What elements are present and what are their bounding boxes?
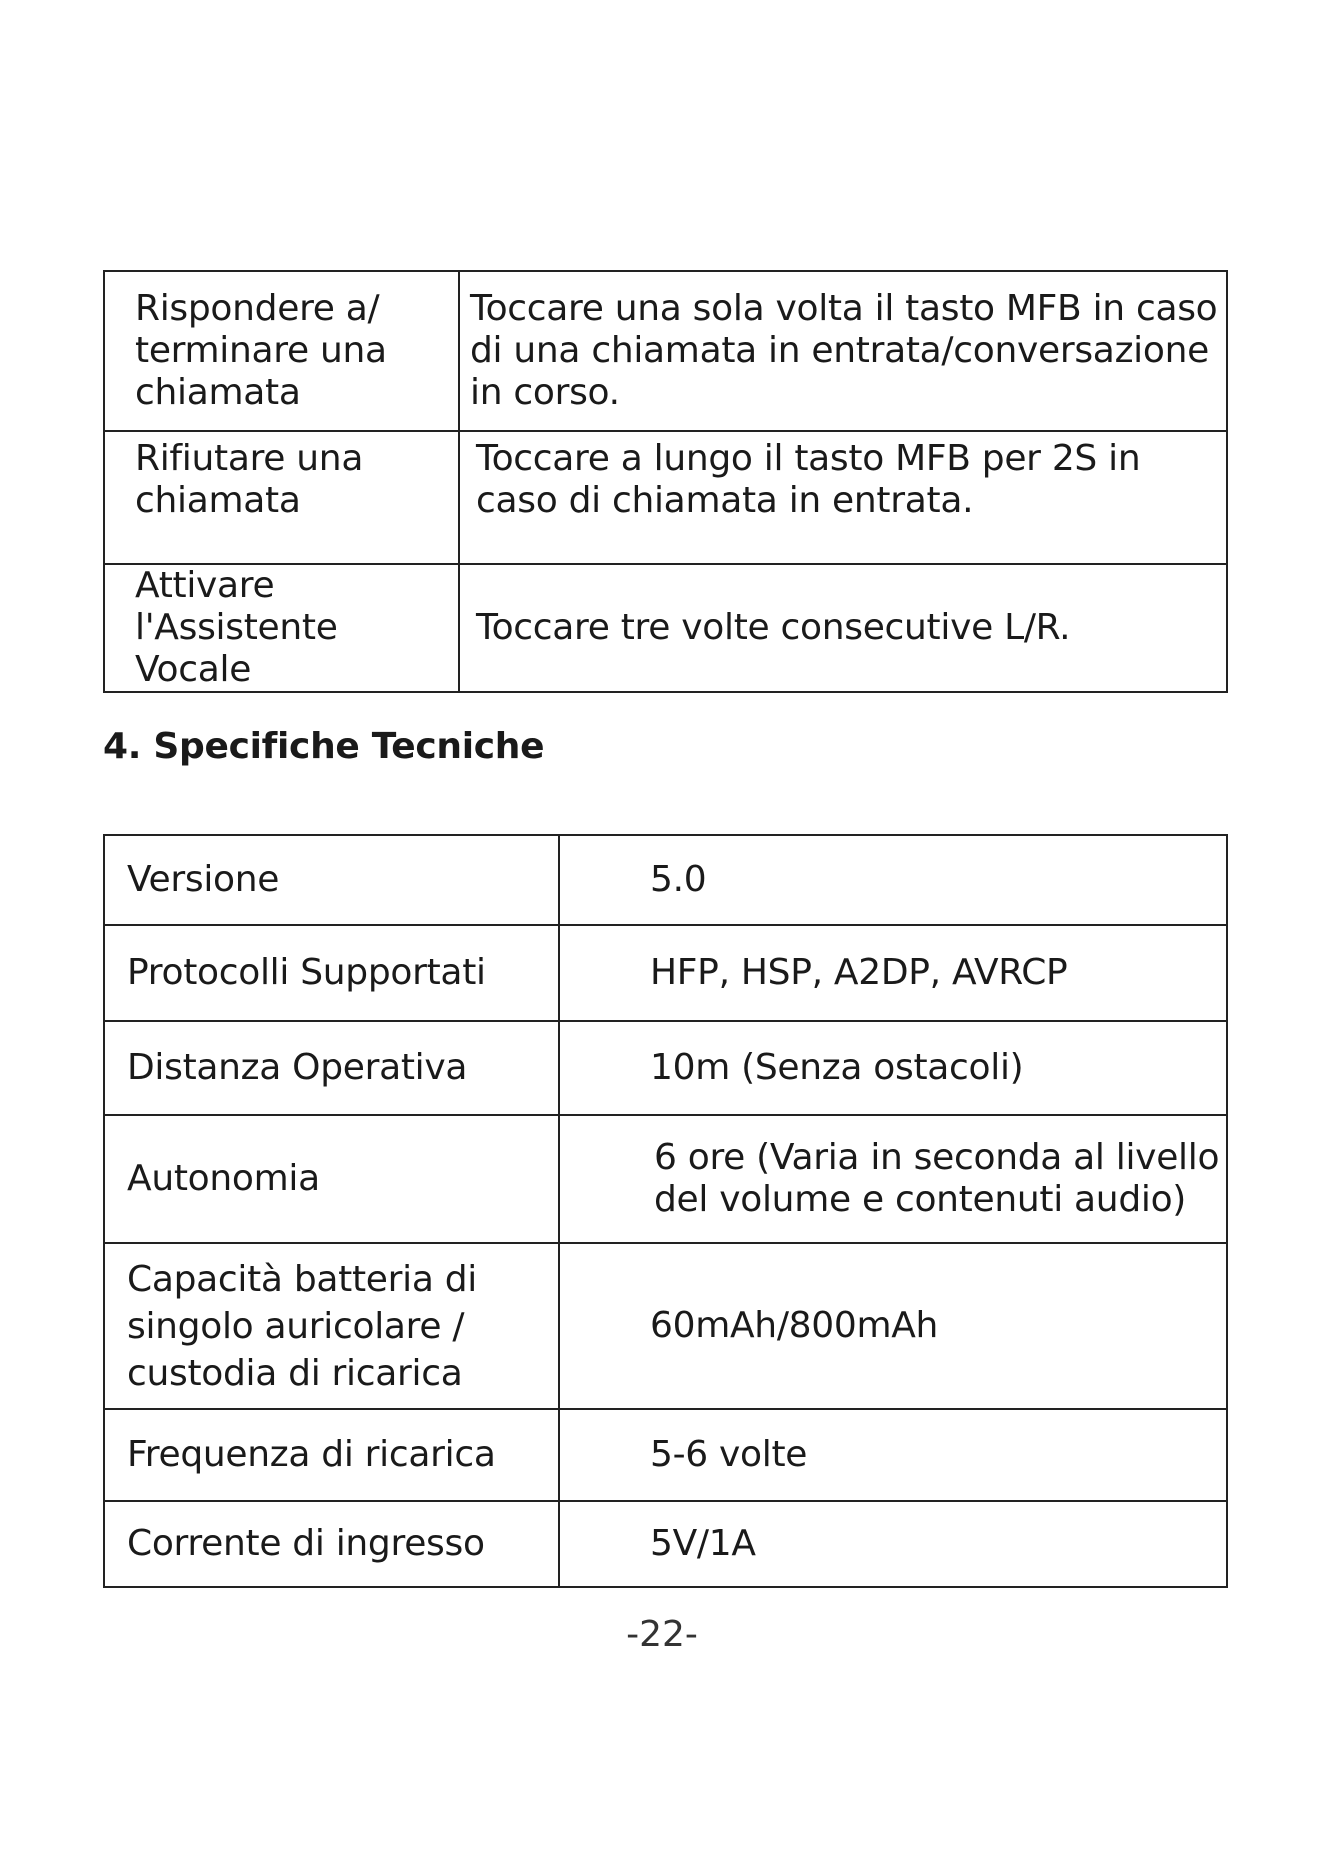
table-row [104,1115,1227,1243]
table-row [104,925,1227,1021]
spec-label: Versione [104,835,559,925]
spec-value: 60mAh/800mAh [559,1243,1227,1409]
control-action: Rispondere a/ terminare una chiamata [104,271,459,431]
control-action: Rifiutare una chiamata [104,431,459,564]
control-description: Toccare a lungo il tasto MFB per 2S in caso di chiamata in entrata. [459,431,1227,564]
table-row [104,835,1227,925]
table-row [104,271,1227,431]
table-row [104,431,1227,564]
spec-label: Protocolli Supportati [104,925,559,1021]
spec-label: Corrente di ingresso [104,1501,559,1587]
section-heading: 4. Specifiche Tecniche [103,726,545,767]
control-action: Attivare l'Assistente Vocale [104,564,459,692]
spec-value: 5.0 [559,835,1227,925]
spec-value: 10m (Senza ostacoli) [559,1021,1227,1115]
controls-table [103,270,1228,693]
spec-value: 5-6 volte [559,1409,1227,1501]
table-row [104,1409,1227,1501]
spec-value: HFP, HSP, A2DP, AVRCP [559,925,1227,1021]
spec-label: Frequenza di ricarica [104,1409,559,1501]
page-number: -22- [626,1614,698,1655]
table-row [104,1501,1227,1587]
control-description: Toccare una sola volta il tasto MFB in caso di una chiamata in entrata/conversazione in corso. [459,271,1227,431]
spec-label: Capacità batteria di singolo auricolare / custodia di ricarica [104,1243,559,1409]
table-row [104,564,1227,692]
spec-label: Autonomia [104,1115,559,1243]
spec-value: 6 ore (Varia in seconda al livello del volume e contenuti audio) [559,1115,1227,1243]
specs-table [103,834,1228,1588]
table-row [104,1243,1227,1409]
spec-value: 5V/1A [559,1501,1227,1587]
control-description: Toccare tre volte consecutive L/R. [459,564,1227,692]
table-row [104,1021,1227,1115]
spec-label: Distanza Operativa [104,1021,559,1115]
